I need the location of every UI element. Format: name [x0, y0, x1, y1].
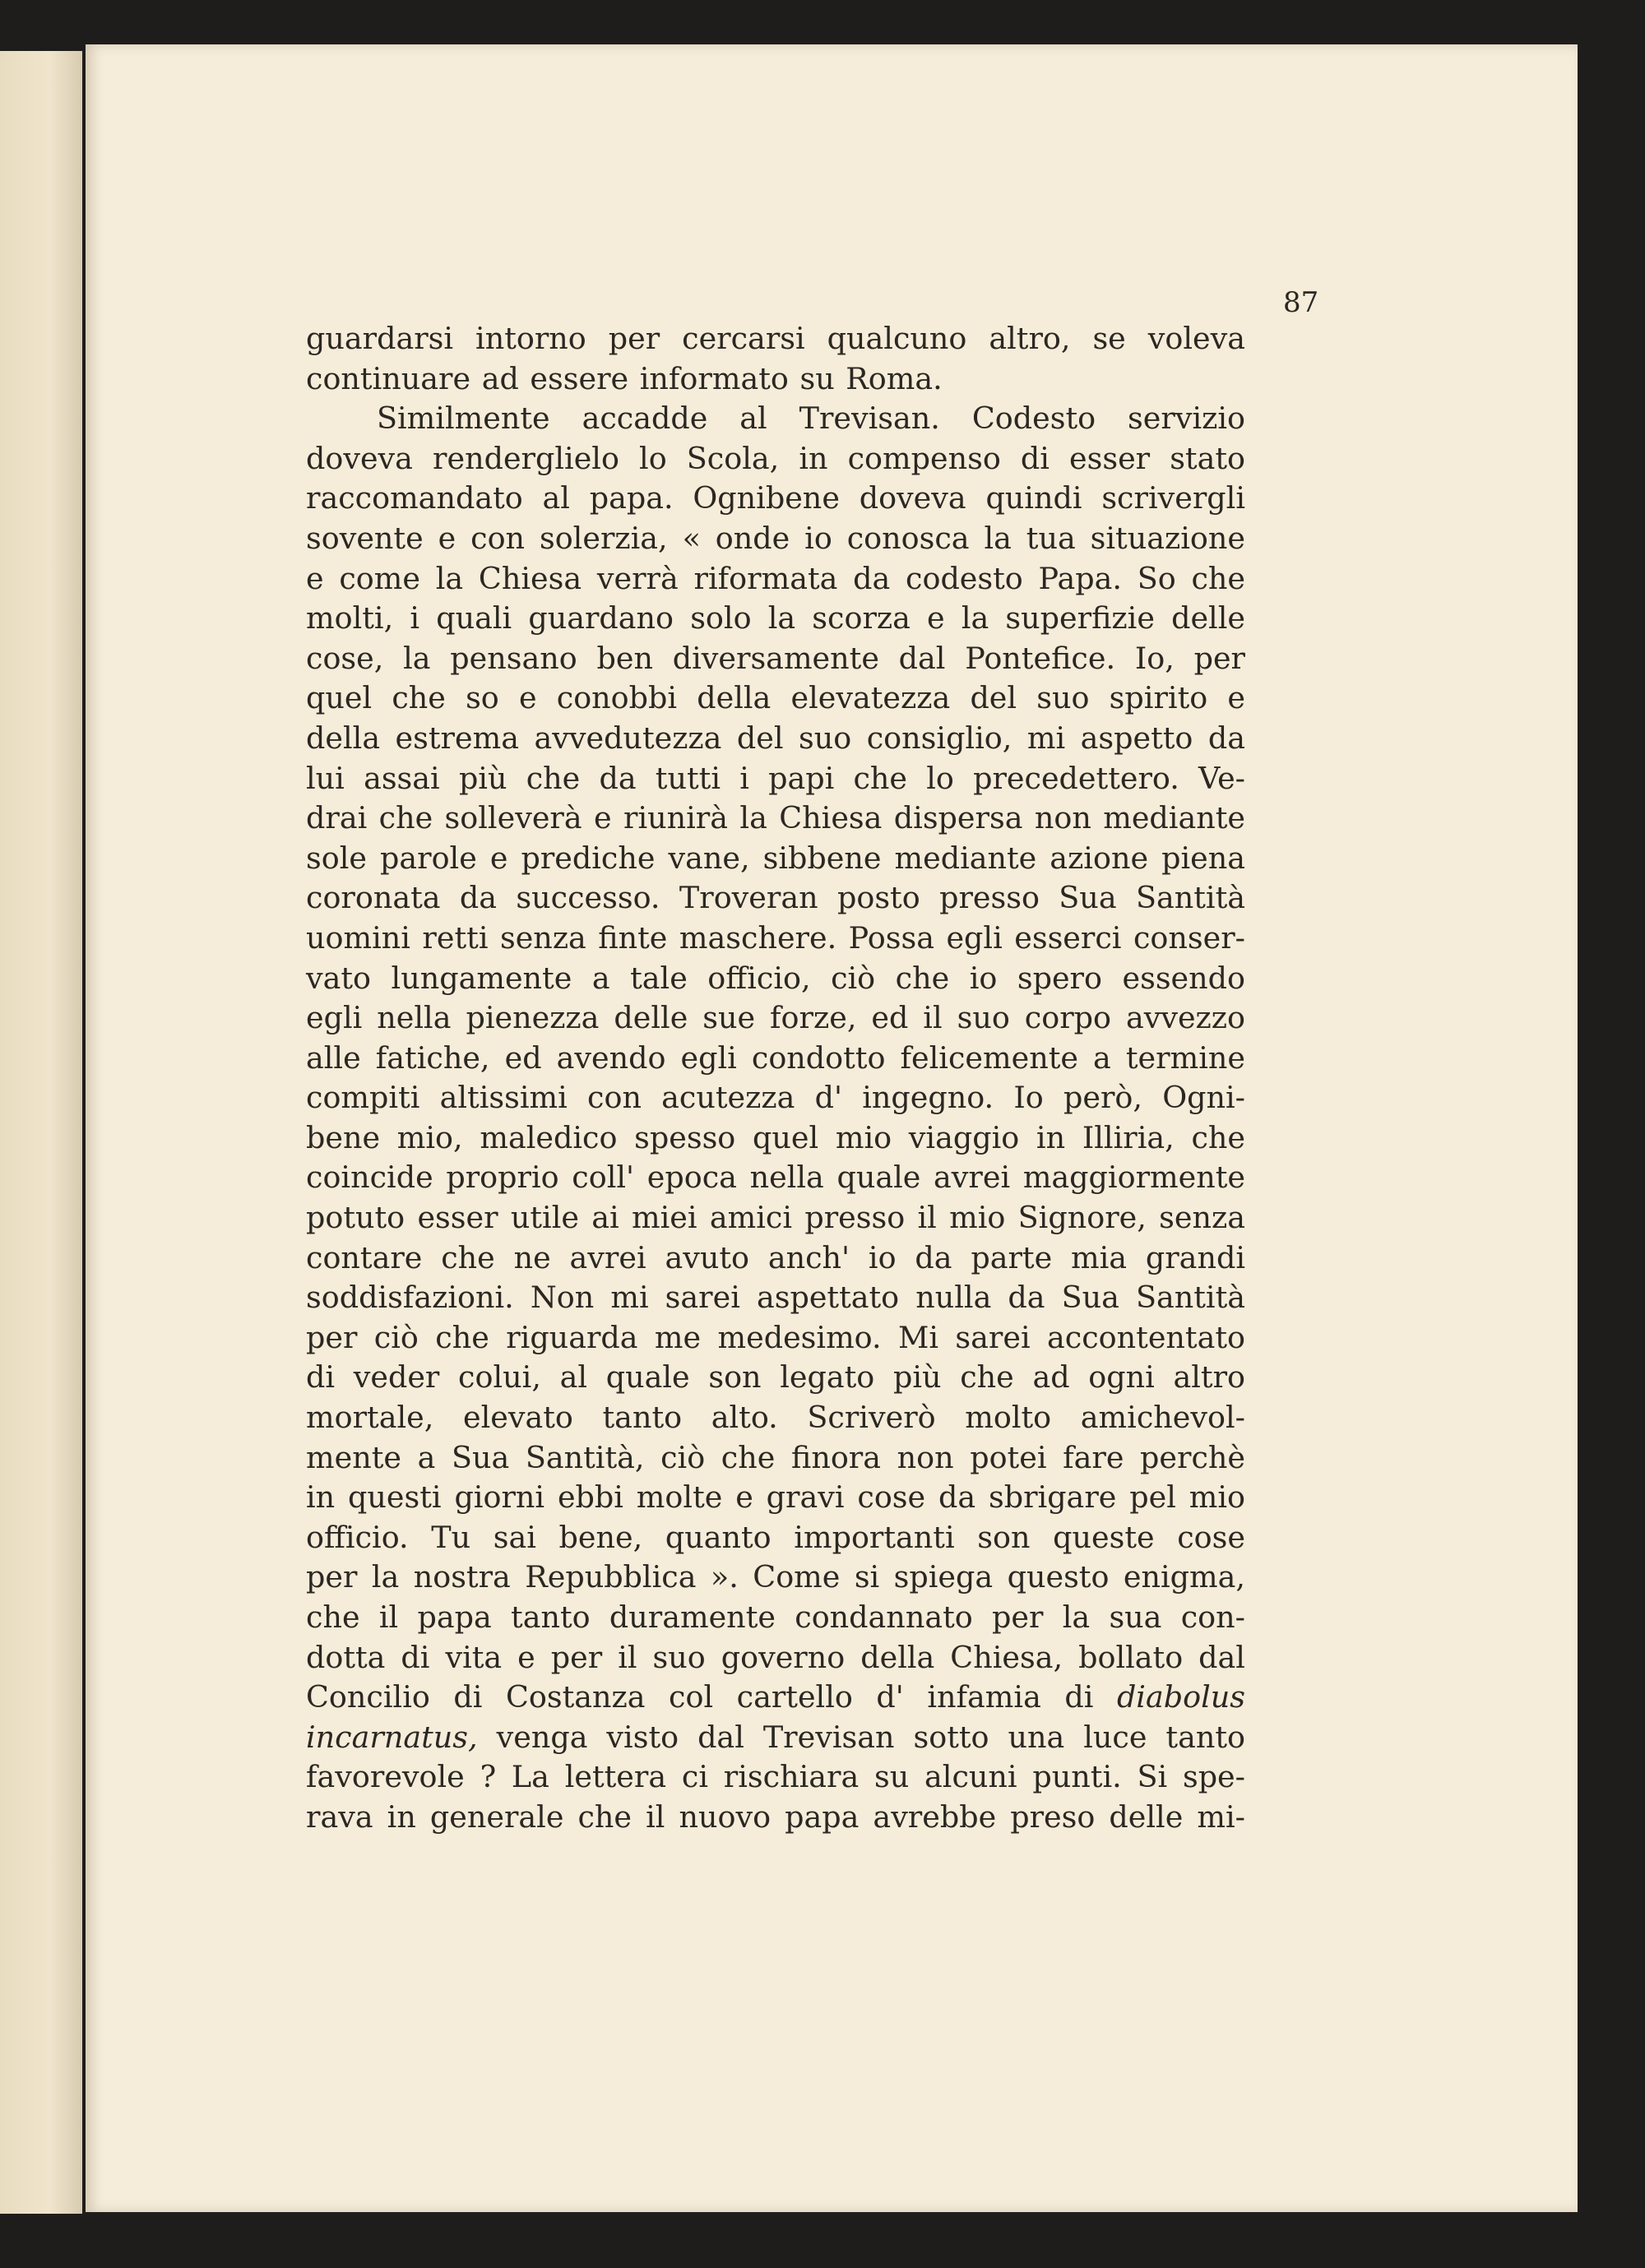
text-line: della estrema avvedutezza del suo consiglio, mi aspetto da: [306, 720, 1245, 756]
text-line: alle fatiche, ed avendo egli condotto felicemente a termine: [306, 1039, 1245, 1076]
text-line: coronata da successo. Troveran posto presso Sua Santità: [306, 880, 1245, 916]
italic-term: diabolus: [1116, 1679, 1245, 1715]
text-line: che il papa tanto duramente condannato per la sua con-: [306, 1599, 1245, 1635]
text-line: rava in generale che il nuovo papa avrebbe preso delle mi-: [306, 1798, 1245, 1835]
text-line: vato lungamente a tale officio, ciò che io spero essendo: [306, 960, 1245, 996]
text-line: egli nella pienezza delle sue forze, ed il suo corpo avvezzo: [306, 1000, 1245, 1036]
text-line: coincide proprio coll' epoca nella quale avrei maggiormente: [306, 1159, 1245, 1196]
text-line: sovente e con solerzia, « onde io conosca la tua situazione: [306, 520, 1245, 556]
text-line: mortale, elevato tanto alto. Scriverò molto amichevol-: [306, 1400, 1245, 1436]
text-line: doveva renderglielo lo Scola, in compenso di esser stato: [306, 440, 1245, 476]
body-text: [306, 319, 1245, 1838]
text-line: continuare ad essere informato su Roma.: [306, 360, 943, 396]
text-line: compiti altissimi con acutezza d' ingegno. Io però, Ogni-: [306, 1080, 1245, 1116]
text-line: raccomandato al papa. Ognibene doveva quindi scrivergli: [306, 480, 1245, 516]
page-number: 87: [1283, 286, 1319, 319]
text-line: [306, 1718, 1245, 1758]
text-segment: Concilio di Costanza col cartello d' infamia di: [306, 1679, 1094, 1715]
text-line: guardarsi intorno per cercarsi qualcuno altro, se voleva: [306, 321, 1245, 356]
text-line: Similmente accadde al Trevisan. Codesto servizio: [377, 400, 1245, 437]
text-line: quel che so e conobbi della elevatezza del suo spirito e: [306, 680, 1245, 716]
text-line: cose, la pensano ben diversamente dal Pontefice. Io, per: [306, 640, 1245, 676]
italic-term: incarnatus,: [306, 1719, 478, 1755]
text-line: dotta di vita e per il suo governo della Chiesa, bollato dal: [306, 1639, 1245, 1675]
text-line: in questi giorni ebbi molte e gravi cose da sbrigare pel mio: [306, 1479, 1245, 1516]
text-line: e come la Chiesa verrà riformata da codesto Papa. So che: [306, 560, 1245, 596]
text-line: contare che ne avrei avuto anch' io da parte mia grandi: [306, 1239, 1245, 1275]
text-line: officio. Tu sai bene, quanto importanti son queste cose: [306, 1519, 1245, 1555]
text-line: mente a Sua Santità, ciò che finora non potei fare perchè: [306, 1439, 1245, 1475]
facing-page-edge: [0, 51, 82, 2214]
text-line: lui assai più che da tutti i papi che lo precedettero. Ve-: [306, 760, 1245, 796]
text-line: molti, i quali guardano solo la scorza e la superfizie delle: [306, 600, 1245, 636]
text-line: uomini retti senza finte maschere. Possa egli esserci conser-: [306, 919, 1245, 956]
text-line: per la nostra Repubblica ». Come si spiega questo enigma,: [306, 1559, 1245, 1595]
text-line: [306, 1678, 1245, 1718]
text-line: sole parole e prediche vane, sibbene mediante azione piena: [306, 840, 1245, 876]
text-line: soddisfazioni. Non mi sarei aspettato nulla da Sua Santità: [306, 1280, 1245, 1316]
text-line: drai che solleverà e riunirà la Chiesa dispersa non mediante: [306, 800, 1245, 836]
text-line: per ciò che riguarda me medesimo. Mi sarei accontentato: [306, 1319, 1245, 1355]
text-segment: venga visto dal Trevisan sotto una luce tanto: [496, 1719, 1246, 1755]
text-line: di veder colui, al quale son legato più che ad ogni altro: [306, 1359, 1245, 1396]
text-line: bene mio, maledico spesso quel mio viaggio in Illiria, che: [306, 1119, 1245, 1155]
text-line: favorevole ? La lettera ci rischiara su alcuni punti. Si spe-: [306, 1759, 1245, 1795]
text-line: potuto esser utile ai miei amici presso il mio Signore, senza: [306, 1200, 1245, 1236]
